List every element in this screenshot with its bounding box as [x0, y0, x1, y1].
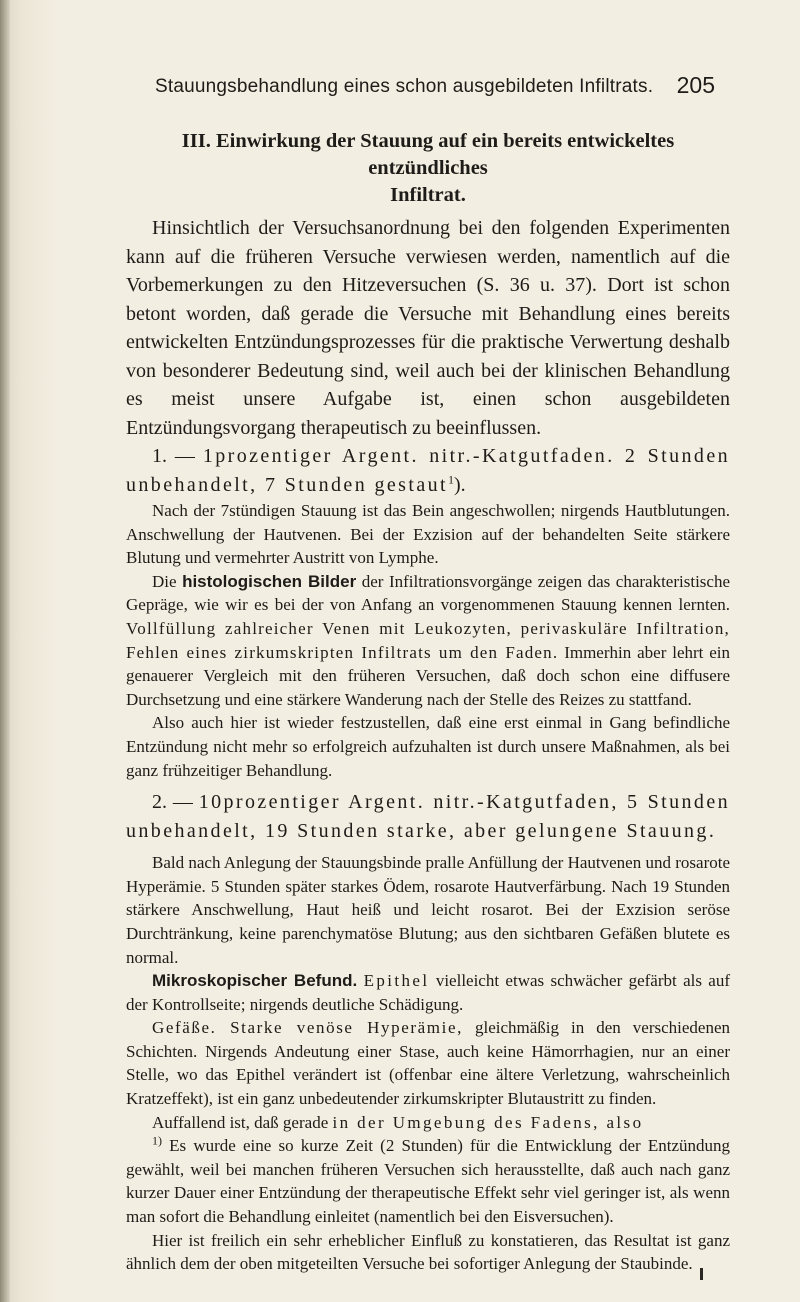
experiment1-title-text: 1prozentiger Argent. nitr.-Katgutfaden. 2 Stunden unbehandelt, 7 Stunden gestaut: [126, 445, 730, 496]
experiment1-title: [126, 442, 730, 499]
footnote-text-2: Hier ist freilich ein sehr erheblicher Einfluß zu konstatieren, das Resultat ist ganz ähnlich dem der oben mitgeteilten Versuche bei sofortiger Anlegung der Staubinde.: [126, 1230, 730, 1274]
experiment2-p3-rest: gleichmäßig in den verschiedenen Schichten. Nirgends Andeutung einer Stase, auch keine Hämorrhagien, nur an einer Stelle, wo das Epithel verändert ist (offenbar eine ältere Verletzung, wahrscheinlich Kratzeffekt), ist ein ganz unbedeutender zirkumskripter Blutaustritt zu finden.: [126, 1018, 731, 1109]
experiment2-p2-rest: vielleicht etwas schwächer gefärbt als auf der Kontrollseite; nirgends deutliche Schädigung.: [126, 971, 731, 1014]
footnote-1: [126, 1134, 730, 1228]
experiment2-paragraph-1: Bald nach Anlegung der Stauungsbinde pralle Anfüllung der Hautvenen und rosarote Hyperämie. 5 Stunden später starkes Ödem, rosarote Hautverfärbung. Nach 19 Stunden stärkere Anschwellung, Haut heiß und leicht rosarot. Bei der Exzision seröse Durchtränkung, keine parenchymatöse Blutung; aus den sichtbaren Gefäßen blutete es normal.: [126, 853, 730, 967]
footnote-marker: 1): [152, 1133, 162, 1148]
experiment2-p4-spaced: in der Umgebung des Fadens, also: [332, 1112, 644, 1132]
vessels-label: Gefäße. Starke venöse Hyperämie,: [152, 1018, 463, 1038]
experiment2-title-text: 10prozentiger Argent. nitr.-Katgutfaden, 5 Stunden unbehandelt, 19 Stunden starke, aber gelungene Stauung.: [126, 791, 731, 842]
experiment1-title-end: ).: [453, 473, 466, 496]
section-heading-line2: Infiltrat.: [390, 184, 466, 206]
experiment2-paragraph-4: [126, 1111, 730, 1135]
experiment2-title: [126, 788, 730, 845]
epithel-label: Epithel: [363, 971, 430, 991]
footnote-ref: 1: [447, 471, 454, 486]
experiment1-paragraph-1: Nach der 7stündigen Stauung ist das Bein angeschwollen; nirgends Hautblutungen. Anschwellung der Hautvenen. Bei der Exzision auf der behandelten Seite stärkere Blutung und vermehrter Austritt von Lymphe.: [126, 501, 730, 568]
experiment2-paragraph-2: [126, 969, 730, 1016]
experiment1-paragraph-2: [126, 570, 730, 712]
experiment2-p4-start: Auffallend ist, daß gerade: [152, 1112, 329, 1132]
section-heading: [126, 128, 730, 209]
running-head: Stauungsbehandlung eines schon ausgebildeten Infiltrats.: [155, 76, 654, 97]
experiment1-paragraph-3: Also auch hier ist wieder festzustellen, daß eine erst einmal in Gang befindliche Entzündung nicht mehr so erfolgreich aufzuhalten ist durch unsere Maßnahmen, als bei ganz frühzeitiger Behandlung.: [126, 713, 730, 780]
experiment1-p2-spaced: Vollfüllung zahlreicher Venen mit Leukozyten, perivaskuläre Infiltration, Fehlen eines zirkumskripten Infiltrats um den Faden.: [126, 618, 730, 662]
experiment1-p2-label: Die: [152, 571, 177, 591]
histological-label: histologischen Bilder: [182, 571, 357, 591]
page-binding-edge: [0, 0, 10, 1302]
experiment2-paragraph-3: [126, 1016, 730, 1110]
intro-paragraph: Hinsichtlich der Versuchsanordnung bei den folgenden Experimenten kann auf die früheren Versuche verwiesen werden, namentlich auf die Vorbemerkungen zu den Hitzeversuchen (S. 36 u. 37). Dort ist schon betont worden, daß gerade die Versuche mit Behandlung eines bereits entwickelten Entzündungsprozesses für die praktische Verwertung deshalb von besonderer Bedeutung sind, weil auch bei der klinischen Behandlung es meist unsere Aufgabe ist, einen schon ausgebildeten Entzündungsvorgang therapeutisch zu beeinflussen.: [126, 217, 730, 439]
page-number: 205: [676, 72, 715, 98]
experiment1-p2-end: Immerhin aber lehrt ein genauerer Vergleich mit den früheren Versuchen, daß doch schon eine diffusere Durchsetzung und eine stärkere Wanderung nach der Stelle des Reizes zu stattfand.: [126, 642, 731, 709]
footnotes: [126, 1134, 730, 1276]
footnote-text-1: Es wurde eine so kurze Zeit (2 Stunden) für die Entwicklung der Entzündung gewählt, weil bei manchen früheren Versuchen sich herausstellte, daß auch nach ganz kurzer Dauer einer Entzündung der therapeutische Effekt sehr viel geringer ist, als wenn man sofort die Behandlung einleitet (namentlich bei den Eisversuchen).: [126, 1136, 731, 1227]
page-body: [126, 128, 730, 1276]
experiment1-p2-rest: der Infiltrationsvorgänge zeigen das charakteristische Gepräge, wie wir es bei der von Anfang an vorgenommenen Stauung kennen lernten.: [126, 571, 731, 615]
section-heading-line1: III. Einwirkung der Stauung auf ein bereits entwickeltes entzündliches: [181, 130, 675, 179]
page-header: [155, 72, 715, 106]
experiment2-number: 2. —: [152, 791, 193, 814]
microscopic-finding-label: Mikroskopischer Befund.: [152, 971, 358, 991]
print-mark: [700, 1268, 703, 1280]
experiment1-number: 1. —: [152, 445, 195, 467]
